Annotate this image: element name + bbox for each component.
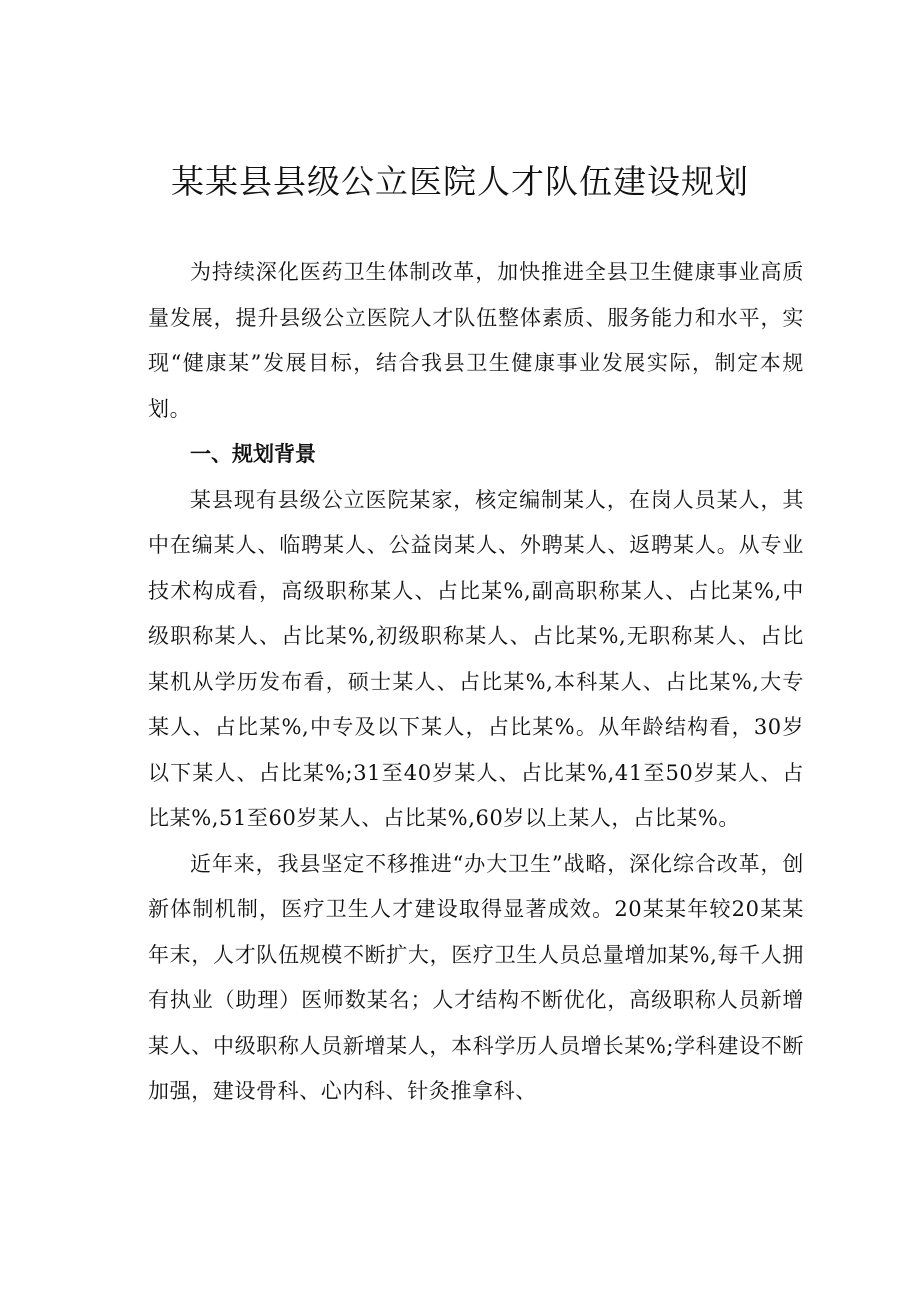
background-paragraph-staffing: 某县现有县级公立医院某家，核定编制某人，在岗人员某人，其中在编某人、临聘某人、公益岗某人、外聘某人、返聘某人。从专业技术构成看，高级职称某人、占比某%,副高职称某人、占比某%,中级职称某人、占比某%,初级职称某人、占比某%,无职称某人、占比某机从学历发布看，硕士某人、占比某%,本科某人、占比某%,大专某人、占比某%,中专及以下某人，占比某%。从年龄结构看，30岁以下某人、占比某%;31至40岁某人、占比某%,41至50岁某人、占比某%,51至60岁某人、占比某%,60岁以上某人，占比某%。 (148, 487, 804, 830)
background-paragraph-achievements: 近年来，我县坚定不移推进“办大卫生”战略，深化综合改革，创新体制机制，医疗卫生人才建设取得显著成效。20某某年较20某某年末，人才队伍规模不断扩大，医疗卫生人员总量增加某%,每千人拥有执业（助理）医师数某名；人才结构不断优化，高级职称人员新增某人、中级职称人员新增某人，本科学历人员增长某%;学科建设不断加强，建设骨科、心内科、针灸推拿科、 (148, 851, 804, 1103)
document-body (148, 250, 804, 1115)
intro-paragraph: 为持续深化医药卫生体制改革，加快推进全县卫生健康事业高质量发展，提升县级公立医院人才队伍整体素质、服务能力和水平，实现“健康某”发展目标，结合我县卫生健康事业发展实际，制定本规划。 (148, 260, 804, 421)
document-title: 某某县县级公立医院人才队伍建设规划 (171, 162, 749, 201)
section-heading-background: 一、规划背景 (190, 442, 316, 466)
